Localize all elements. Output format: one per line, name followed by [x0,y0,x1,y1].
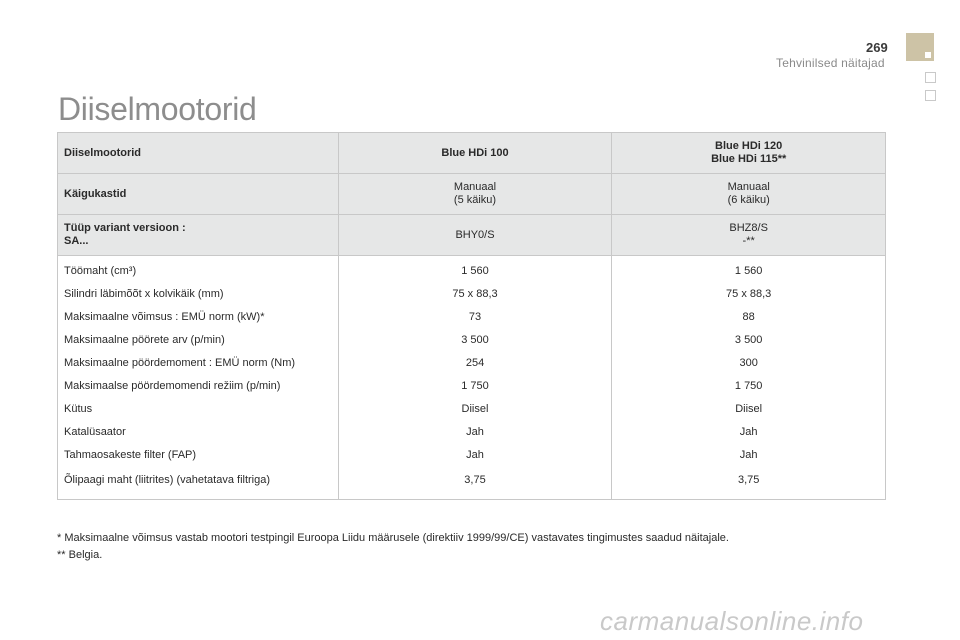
row-label: Töömaht (cm³) [58,256,339,283]
row-value-2: 3,75 [612,467,886,500]
row-value-1: Diisel [338,398,612,421]
type-label-line2: SA... [64,235,89,247]
row-label: Maksimaalse pöördemomendi režiim (p/min) [58,375,339,398]
row-value-1: 3 500 [338,329,612,352]
header-label [58,215,339,256]
footnote-belgium: ** Belgia. [57,549,103,561]
row-value-1: 73 [338,306,612,329]
table-header-row [58,133,886,174]
row-value-1: Jah [338,444,612,467]
row-label: Silindri läbimõõt x kolvikäik (mm) [58,283,339,306]
header-model-2-line2: Blue HDi 115** [711,153,787,165]
type-label-line1: Tüüp variant versioon : [64,222,186,234]
row-value-1: 3,75 [338,467,612,500]
row-label: Maksimaalne pöörete arv (p/min) [58,329,339,352]
table-row [58,444,886,467]
row-value-2: Jah [612,421,886,444]
row-label: Õlipaagi maht (liitrites) (vahetatava filtriga) [58,467,339,500]
row-value-2: 88 [612,306,886,329]
table-row [58,467,886,500]
gearbox-2 [612,174,886,215]
row-label: Katalüsaator [58,421,339,444]
table-row [58,375,886,398]
row-value-2: 3 500 [612,329,886,352]
gearbox-1 [338,174,612,215]
footnote-power: * Maksimaalne võimsus vastab mootori testpingil Euroopa Liidu määrusele (direktiiv 1999/99/CE) vastavates tingimustes saadud näitajale. [57,532,729,544]
row-value-1: 254 [338,352,612,375]
table-row [58,329,886,352]
row-value-2: 300 [612,352,886,375]
row-value-2: Diisel [612,398,886,421]
row-value-2: Jah [612,444,886,467]
table-row [58,421,886,444]
table-row [58,256,886,283]
type-variant-2-line2: -** [742,235,755,247]
tab-box-2 [925,90,936,101]
row-value-2: 1 560 [612,256,886,283]
gearbox-2-line1: Manuaal [727,181,770,193]
header-model-1: Blue HDi 100 [338,133,612,174]
header-label: Diiselmootorid [58,133,339,174]
row-label: Kütus [58,398,339,421]
row-value-1: 1 750 [338,375,612,398]
row-value-2: 1 750 [612,375,886,398]
header-model-2-line1: Blue HDi 120 [715,140,783,152]
header-label: Käigukastid [58,174,339,215]
row-label: Tahmaosakeste filter (FAP) [58,444,339,467]
table-row [58,306,886,329]
table-row [58,352,886,375]
table-row [58,398,886,421]
section-title: Tehvinilsed näitajad [776,56,885,70]
table-header-row [58,174,886,215]
active-tab-marker [906,33,934,61]
gearbox-1-line2: (5 käiku) [453,194,497,206]
tab-marker-dot [925,52,931,58]
gearbox-1-line1: Manuaal [453,181,497,193]
page-number: 269 [866,40,888,55]
watermark-text: carmanualsonline.info [600,606,864,636]
engine-spec-table [57,132,886,500]
row-value-2: 75 x 88,3 [612,283,886,306]
row-value-1: Jah [338,421,612,444]
row-label: Maksimaalne pöördemoment : EMÜ norm (Nm) [58,352,339,375]
row-value-1: 1 560 [338,256,612,283]
table-row [58,283,886,306]
type-variant-2 [612,215,886,256]
table-header-row [58,215,886,256]
page-title: Diiselmootorid [58,91,257,127]
type-variant-2-line1: BHZ8/S [729,222,768,234]
header-model-2 [612,133,886,174]
row-label: Maksimaalne võimsus : EMÜ norm (kW)* [58,306,339,329]
gearbox-2-line2: (6 käiku) [727,194,770,206]
tab-box-1 [925,72,936,83]
row-value-1: 75 x 88,3 [338,283,612,306]
type-variant-1: BHY0/S [338,215,612,256]
